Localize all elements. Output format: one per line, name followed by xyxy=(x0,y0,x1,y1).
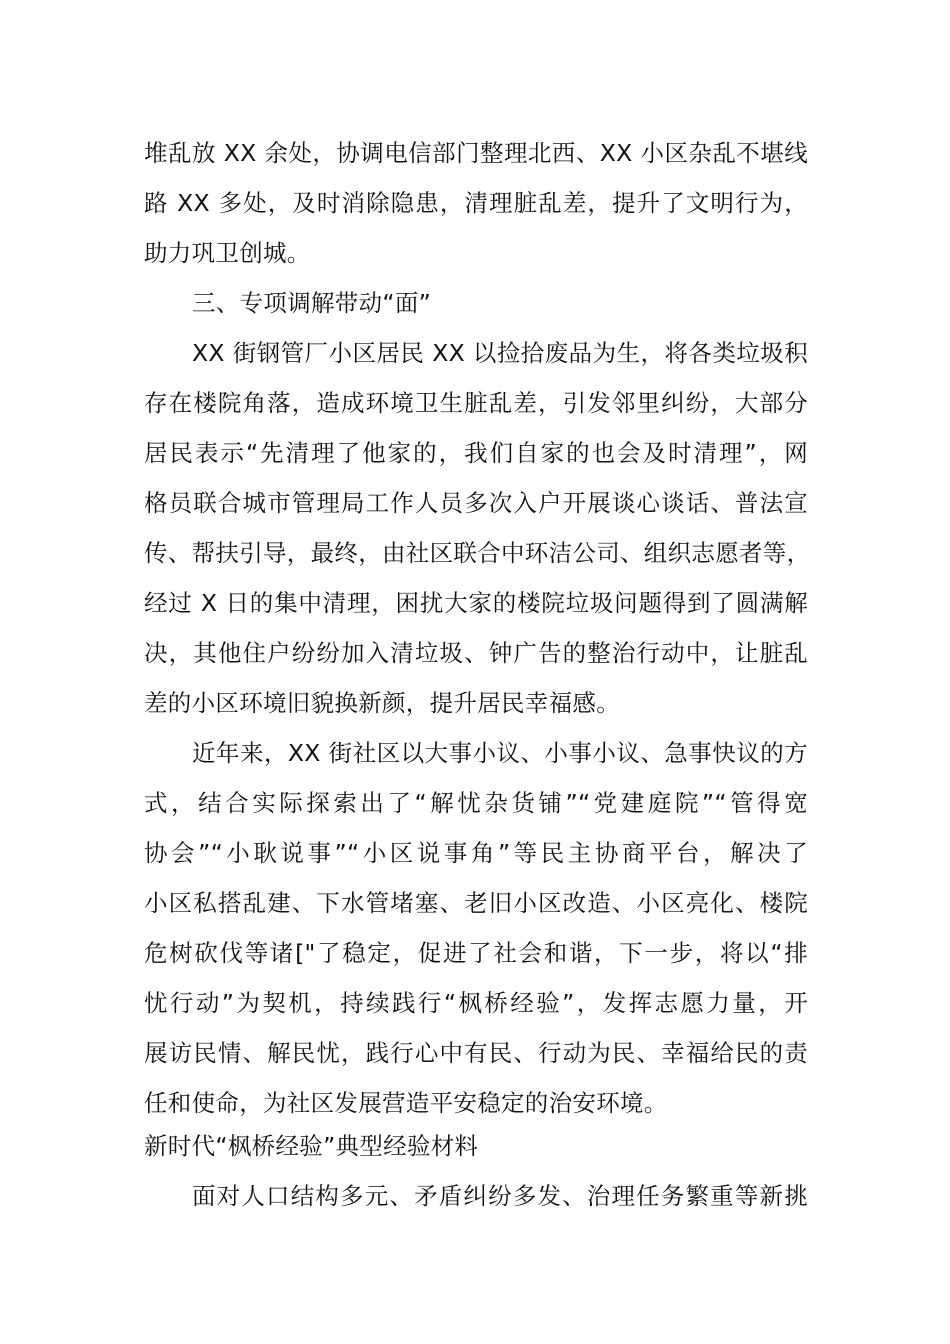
paragraph-line: 格员联合城市管理局工作人员多次入户开展谈心谈话、普法宣 xyxy=(144,489,808,517)
paragraph-line: 存在楼院角落，造成环境卫生脏乱差，引发邻里纠纷，大部分 xyxy=(144,389,808,417)
paragraph-line: 差的小区环境旧貌换新颜，提升居民幸福感。 xyxy=(144,689,620,717)
paragraph-line: 经过 X 日的集中清理，困扰大家的楼院垃圾问题得到了圆满解 xyxy=(144,589,808,617)
paragraph-line: 展访民情、解民忧，践行心中有民、行动为民、幸福给民的责 xyxy=(144,1039,808,1067)
paragraph-line: 传、帮扶引导，最终，由社区联合中环洁公司、组织志愿者等， xyxy=(144,539,811,567)
paragraph-line: 决，其他住户纷纷加入清垃圾、钟广告的整治行动中，让脏乱 xyxy=(144,639,808,667)
document-title: 新时代“枫桥经验”典型经验材料 xyxy=(144,1132,479,1160)
paragraph-line: 式，结合实际探索出了“解忧杂货铺”“党建庭院”“管得宽 xyxy=(144,789,808,817)
paragraph-line: 面对人口结构多元、矛盾纠纷多发、治理任务繁重等新挑 xyxy=(192,1182,808,1210)
paragraph-line: 路 XX 多处，及时消除隐患，清理脏乱差，提升了文明行为， xyxy=(144,189,808,217)
paragraph-line: 任和使命，为社区发展营造平安稳定的治安环境。 xyxy=(144,1089,668,1117)
paragraph-line: 危树砍伐等诸["了稳定，促进了社会和谐，下一步，将以“排 xyxy=(144,939,808,967)
paragraph-line: 近年来，XX 街社区以大事小议、小事小议、急事快议的方 xyxy=(192,739,808,767)
paragraph-line: 助力巩卫创城。 xyxy=(144,239,311,267)
paragraph-line: XX 街钢管厂小区居民 XX 以捡拾废品为生，将各类垃圾积 xyxy=(192,339,808,367)
section-heading: 三、专项调解带动“面” xyxy=(192,289,432,317)
paragraph-line: 小区私搭乱建、下水管堵塞、老旧小区改造、小区亮化、楼院 xyxy=(144,889,808,917)
paragraph-line: 忧行动”为契机，持续践行“枫桥经验”，发挥志愿力量，开 xyxy=(144,989,808,1017)
paragraph-line: 居民表示“先清理了他家的，我们自家的也会及时清理”，网 xyxy=(144,439,808,467)
paragraph-line: 堆乱放 XX 余处，协调电信部门整理北西、XX 小区杂乱不堪线 xyxy=(144,139,808,167)
paragraph-line: 协会”“小耿说事”“小区说事角”等民主协商平台，解决了 xyxy=(144,839,808,867)
